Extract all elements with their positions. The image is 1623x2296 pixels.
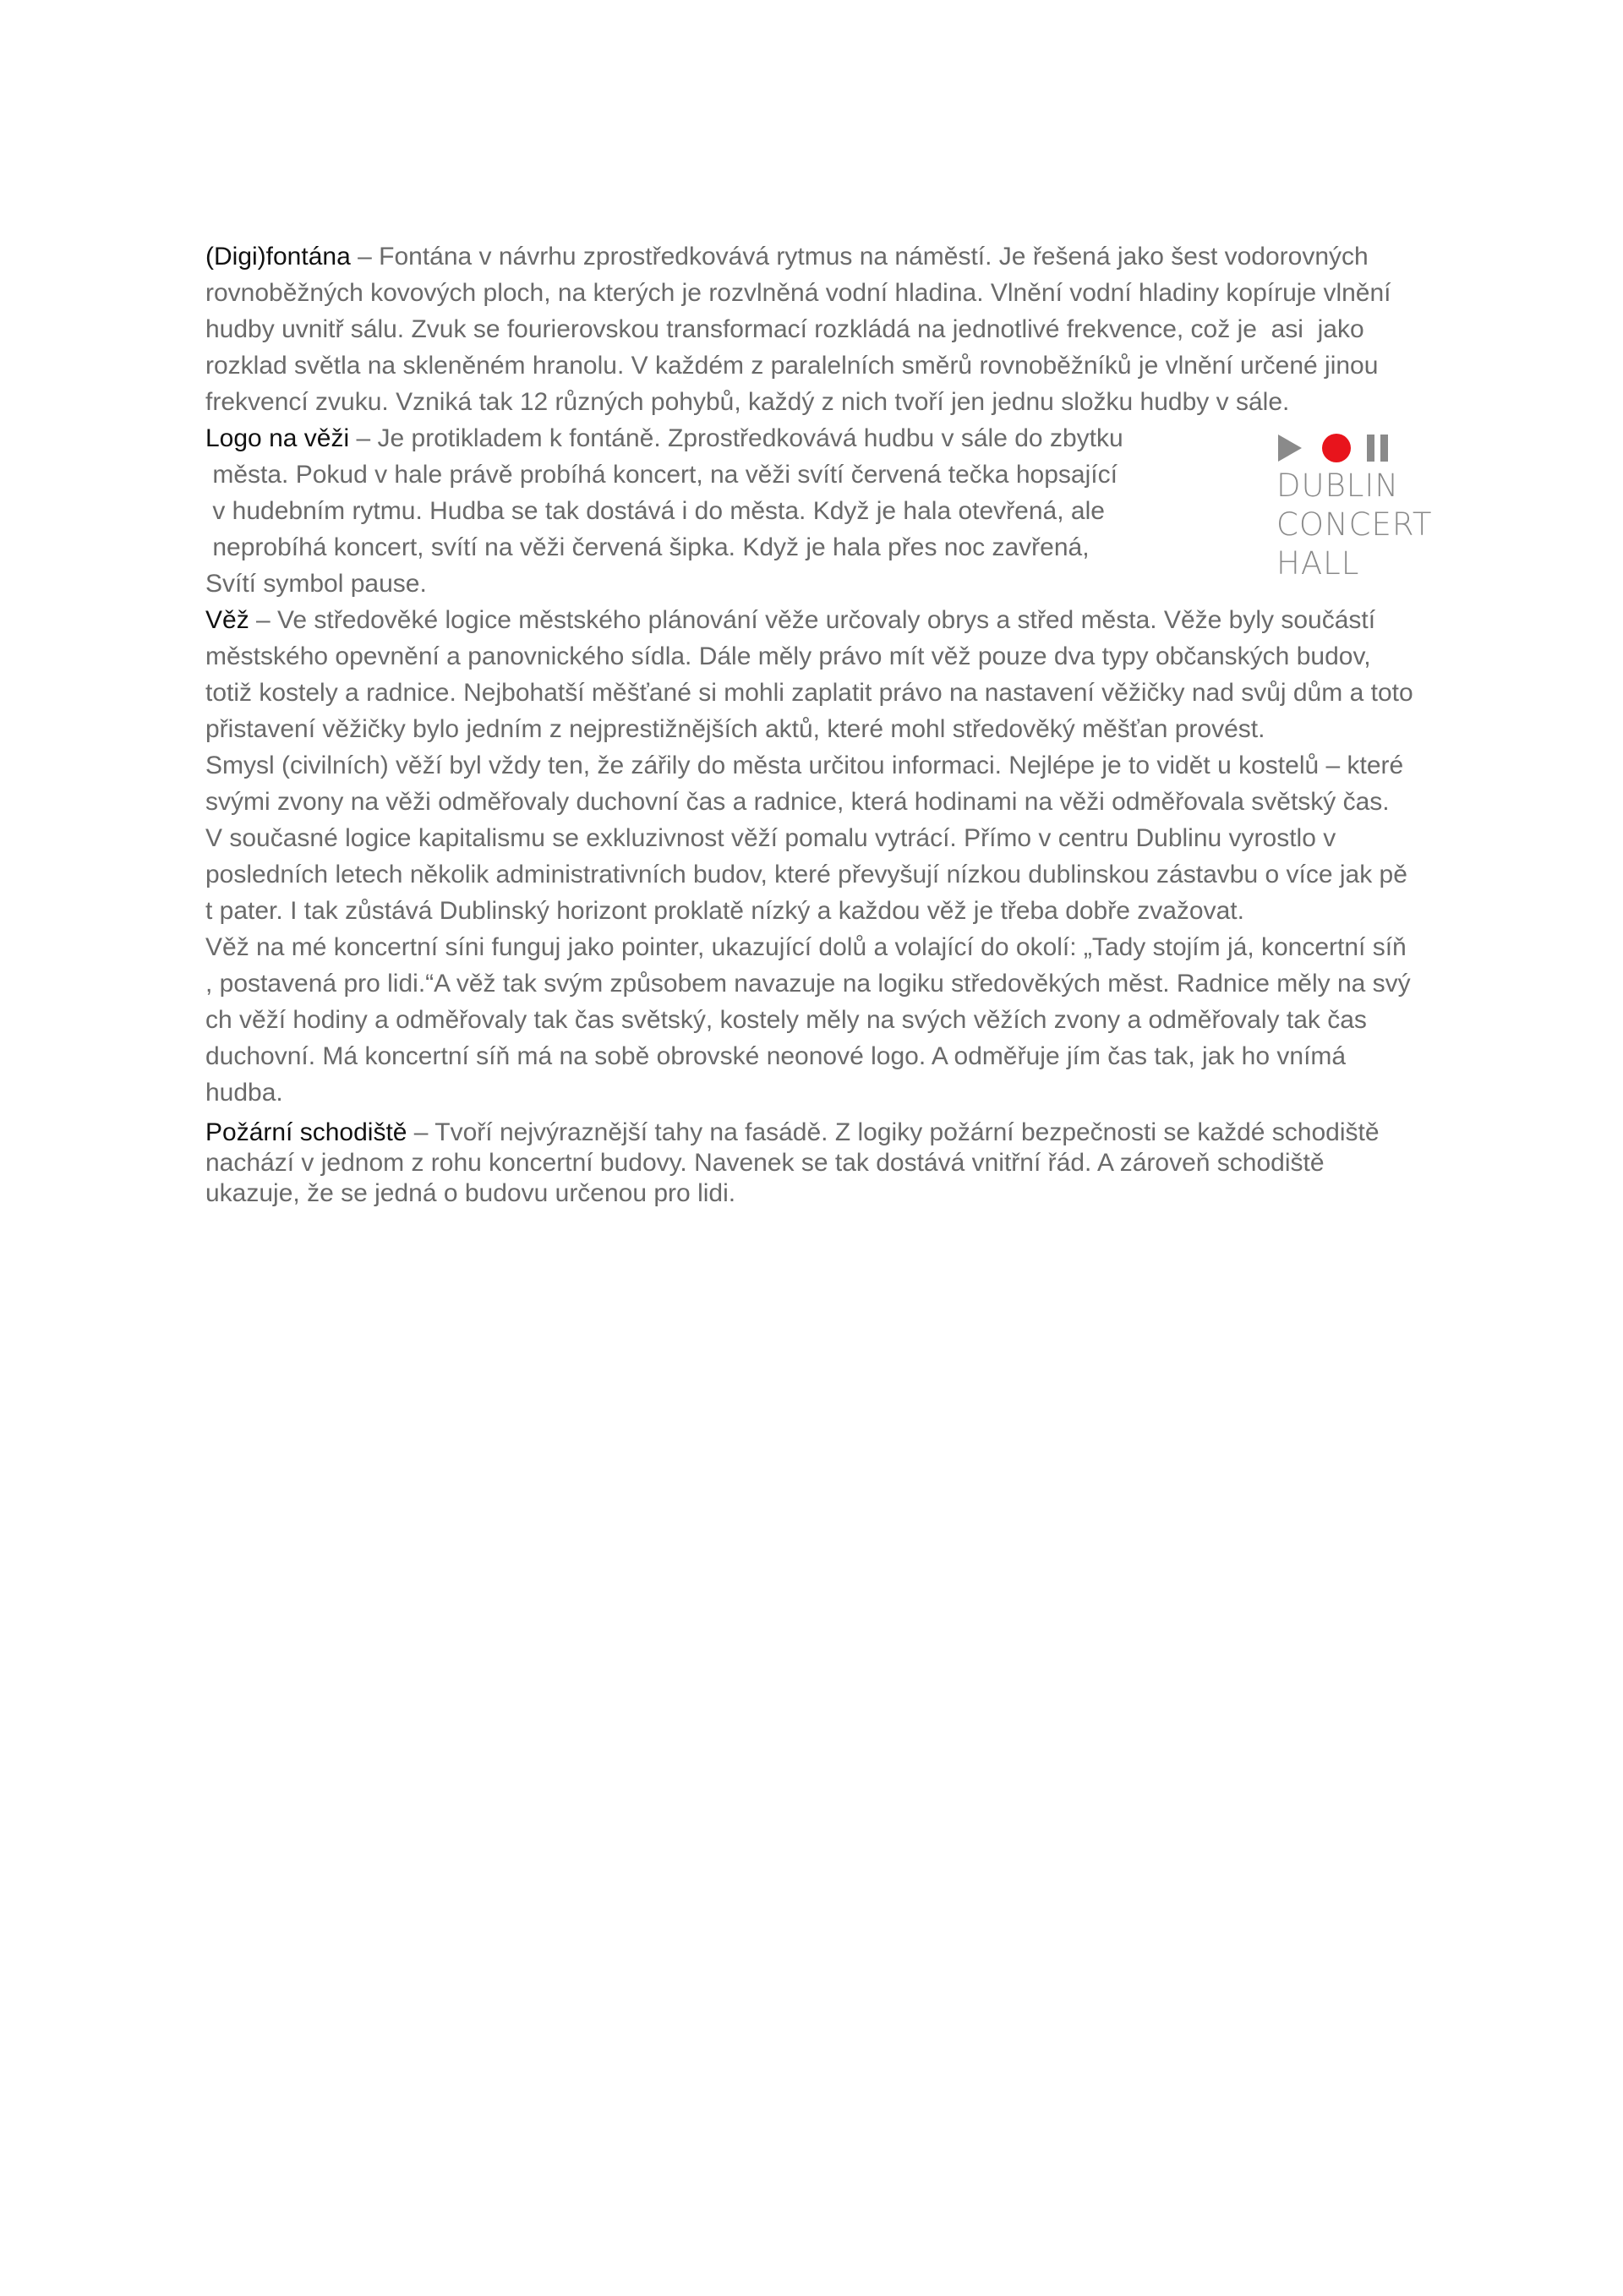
paragraph-line: nachází v jednom z rohu koncertní budovy. Navenek se tak dostává vnitřní řád. A zároveň schodiště <box>205 1149 1325 1177</box>
logo-text-line: HALL <box>1276 545 1360 582</box>
paragraph-line: hudba. <box>205 1079 283 1107</box>
play-icon <box>1278 435 1302 462</box>
paragraph-line: Požární schodiště – Tvoří nejvýraznější tahy na fasádě. Z logiky požární bezpečnosti se každé schodiště <box>205 1118 1380 1146</box>
paragraph-line: svými zvony na věži odměřovaly duchovní čas a radnice, která hodinami na věži odměřovala světský čas. <box>205 788 1390 816</box>
section-term: Logo na věži <box>205 424 350 452</box>
paragraph-line: duchovní. Má koncertní síň má na sobě obrovské neonové logo. A odměřuje jím čas tak, jak ho vnímá <box>205 1042 1347 1070</box>
logo-text-line: DUBLIN <box>1276 467 1400 504</box>
paragraph-line: ch věží hodiny a odměřovaly tak čas světský, kostely měly na svých věžích zvony a odměřovaly tak čas <box>205 1006 1367 1034</box>
dublin-concert-hall-logo <box>1276 429 1445 590</box>
section-term: (Digi)fontána <box>205 243 351 271</box>
paragraph-line: totiž kostely a radnice. Nejbohatší měšťané si mohli zaplatit právo na nastavení věžičky nad svůj dům a toto <box>205 679 1413 707</box>
paragraph-line: v hudebním rytmu. Hudba se tak dostává i do města. Když je hala otevřená, ale <box>205 497 1105 525</box>
paragraph-line: posledních letech několik administrativních budov, které převyšují nízkou dublinskou zástavbu o více jak pě <box>205 861 1407 888</box>
paragraph-line: přistavení věžičky bylo jedním z nejprestižnějších aktů, které mohl středověký měšťan provést. <box>205 715 1265 743</box>
pause-icon-bar <box>1380 435 1388 462</box>
paragraph-line: neprobíhá koncert, svítí na věži červená šipka. Když je hala přes noc zavřená, <box>205 533 1090 561</box>
paragraph-line: Věž na mé koncertní síni funguj jako pointer, ukazující dolů a volající do okolí: „Tady stojím já, koncertní síň <box>205 933 1407 961</box>
section-term: Věž <box>205 606 249 634</box>
paragraph-line: Věž – Ve středověké logice městského plánování věže určovaly obrys a střed města. Věže byly součástí <box>205 606 1376 634</box>
paragraph-line: městského opevnění a panovnického sídla. Dále měly právo mít věž pouze dva typy občanských budov, <box>205 642 1371 670</box>
section-term: Požární schodiště <box>205 1118 407 1146</box>
paragraph-line: (Digi)fontána – Fontána v návrhu zprostředkovává rytmus na náměstí. Je řešená jako šest vodorovných <box>205 243 1369 271</box>
paragraph-line: rovnoběžných kovových ploch, na kterých je rozvlněná vodní hladina. Vlnění vodní hladiny kopíruje vlnění <box>205 279 1391 307</box>
pause-icon <box>1367 435 1374 462</box>
logo-icons <box>1276 431 1412 465</box>
paragraph-line: Svítí symbol pause. <box>205 570 427 598</box>
paragraph-line: Logo na věži – Je protikladem k fontáně. Zprostředkovává hudbu v sále do zbytku <box>205 424 1123 452</box>
paragraph-line: t pater. I tak zůstává Dublinský horizont proklatě nízký a každou věž je třeba dobře zvažovat. <box>205 897 1244 925</box>
paragraph-line: , postavená pro lidi.“A věž tak svým způsobem navazuje na logiku středověkých měst. Radnice měly na svý <box>205 970 1411 998</box>
paragraph-line: V současné logice kapitalismu se exkluzivnost věží pomalu vytrácí. Přímo v centru Dublinu vyrostlo v <box>205 824 1336 852</box>
paragraph-line: ukazuje, že se jedná o budovu určenou pro lidi. <box>205 1179 736 1207</box>
paragraph-line: města. Pokud v hale právě probíhá koncert, na věži svítí červená tečka hopsající <box>205 461 1118 489</box>
paragraph-line: rozklad světla na skleněném hranolu. V každém z paralelních směrů rovnoběžníků je vlnění určené jinou <box>205 352 1379 380</box>
logo-text-line: CONCERT <box>1276 506 1433 543</box>
paragraph-line: frekvencí zvuku. Vzniká tak 12 různých pohybů, každý z nich tvoří jen jednu složku hudby v sále. <box>205 388 1290 416</box>
record-dot-icon <box>1322 434 1351 462</box>
paragraph-line: Smysl (civilních) věží byl vždy ten, že zářily do města určitou informaci. Nejlépe je to vidět u kostelů – které <box>205 752 1404 779</box>
paragraph-line: hudby uvnitř sálu. Zvuk se fourierovskou transformací rozkládá na jednotlivé frekvence, což je asi jako <box>205 315 1364 343</box>
